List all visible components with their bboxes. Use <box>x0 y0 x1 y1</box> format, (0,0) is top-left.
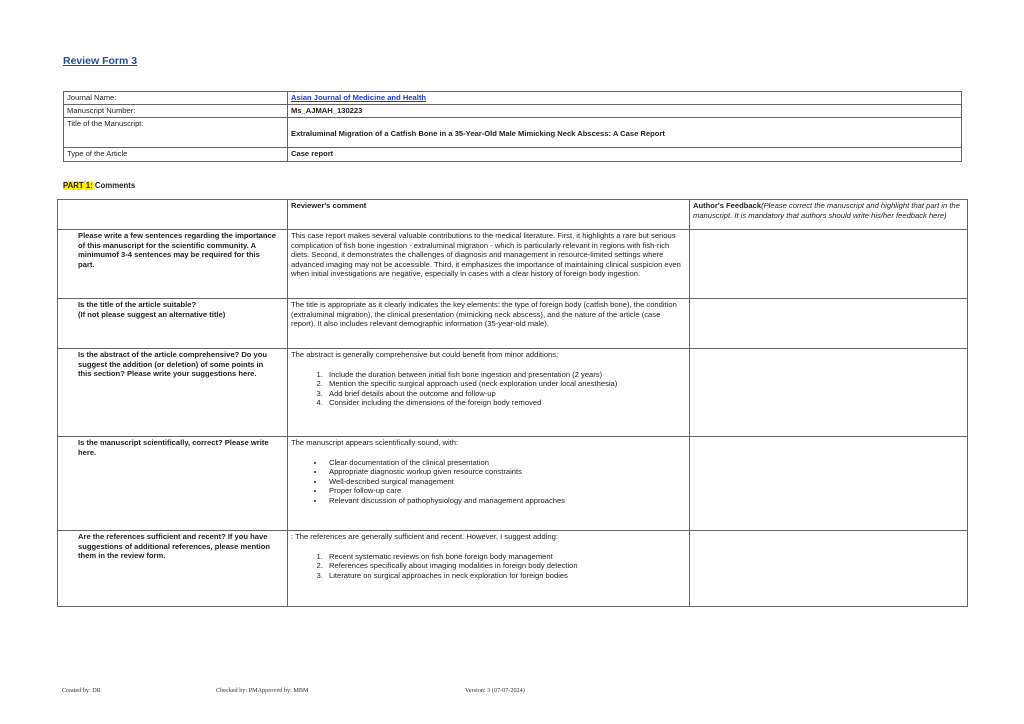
form-title[interactable]: Review Form 3 <box>63 55 138 67</box>
list-item: 1. Include the duration between initial fish bone ingestion and presentation (2 years) <box>325 370 686 380</box>
journal-link[interactable]: Asian Journal of Medicine and Health <box>291 93 427 102</box>
part-label: PART 1: <box>63 181 93 190</box>
title-label: Title of the Manuscript: <box>64 117 288 147</box>
question: Please write a few sentences regarding the importance of this manuscript for the scientific community. A minimumof 3-4 sentences may be required for this part. <box>58 230 288 299</box>
part-heading <box>63 181 135 190</box>
reviewer-comment-header: Reviewer's comment <box>288 200 690 230</box>
list-item: • Clear documentation of the clinical presentation <box>325 458 686 468</box>
question: Is the abstract of the article comprehensive? Do you suggest the addition (or deletion) of some points in this section? Please write your suggestions here. <box>58 349 288 437</box>
reviewer-comment <box>288 531 690 607</box>
list-item: • Well-described surgical management <box>325 477 686 487</box>
comment-intro: : The references are generally sufficient and recent. However, I suggest adding: <box>291 532 558 541</box>
footer-checked: Checked by: PMApproved by: MBM <box>216 687 309 694</box>
reviewer-comment: The title is appropriate as it clearly indicates the key elements: the type of foreign body (catfish bone), the condition (extraluminal migration), the clinical presentation (mimicking neck abscess), and the nature of the article (case report). It also includes relevant demographic information (35-year-old male). <box>288 299 690 349</box>
author-feedback-cell[interactable] <box>690 531 968 607</box>
table-row <box>58 531 968 607</box>
list-item: 3. Literature on surgical approaches in neck exploration for foreign bodies <box>325 571 686 581</box>
author-feedback-cell[interactable] <box>690 349 968 437</box>
number-value: Ms_AJMAH_130223 <box>288 104 962 117</box>
author-feedback-header <box>690 200 968 230</box>
table-row <box>58 349 968 437</box>
author-feedback-cell[interactable] <box>690 437 968 531</box>
author-feedback-cell[interactable] <box>690 230 968 299</box>
comments-table <box>57 199 968 607</box>
question: Are the references sufficient and recent? If you have suggestions of additional references, please mention them in the review form. <box>58 531 288 607</box>
list-item: 4. Consider including the dimensions of the foreign body removed <box>325 398 686 408</box>
list-item: • Relevant discussion of pathophysiology and management approaches <box>325 496 686 506</box>
type-value: Case report <box>288 147 962 161</box>
number-label: Manuscript Number: <box>64 104 288 117</box>
reviewer-comment: This case report makes several valuable contributions to the medical literature. First, it highlights a rare but serious complication of fish bone ingestion - extraluminal migration - which is particularly relevant in regions with fish-rich diets. Second, it demonstrates the challenges of diagnosis and management in resource-limited settings where advanced imaging may not be accessible. Third, it emphasizes the importance of maintaining clinical suspicion even when initial investigations are negative, especially in cases with a clear history of foreign body ingestion. <box>288 230 690 299</box>
footer-created: Created by: DR <box>62 687 101 694</box>
list-item: 2. Mention the specific surgical approach used (neck exploration under local anesthesia) <box>325 379 686 389</box>
reviewer-comment <box>288 349 690 437</box>
part-title: Comments <box>92 181 136 190</box>
list-item: 2. References specifically about imaging modalities in foreign body detection <box>325 561 686 571</box>
comment-intro: The manuscript appears scientifically sound, with: <box>291 438 459 447</box>
table-row <box>58 299 968 349</box>
list-item: • Appropriate diagnostic workup given resource constraints <box>325 467 686 477</box>
list-item: 3. Add brief details about the outcome and follow-up <box>325 389 686 399</box>
manuscript-info-table <box>63 91 962 162</box>
question: Is the manuscript scientifically, correct? Please write here. <box>58 437 288 531</box>
table-row <box>58 230 968 299</box>
author-feedback-label: Author's Feedback <box>693 201 762 210</box>
footer-version: Version: 3 (07-07-2024) <box>465 687 525 694</box>
author-feedback-cell[interactable] <box>690 299 968 349</box>
list-item: 1. Recent systematic reviews on fish bone foreign body management <box>325 552 686 562</box>
table-row <box>58 437 968 531</box>
comment-intro: The abstract is generally comprehensive but could benefit from minor additions: <box>291 350 559 359</box>
journal-label: Journal Name: <box>64 92 288 105</box>
list-item: • Proper follow-up care <box>325 486 686 496</box>
question: Is the title of the article suitable? (If not please suggest an alternative title) <box>58 299 288 349</box>
author-feedback-instructions: (Please correct the manuscript and highlight that part in the manuscript. It is mandatory that authors should write his/her feedback here) <box>693 201 960 220</box>
type-label: Type of the Article <box>64 147 288 161</box>
reviewer-comment <box>288 437 690 531</box>
title-value: Extraluminal Migration of a Catfish Bone in a 35-Year-Old Male Mimicking Neck Abscess: A Case Report <box>288 117 962 147</box>
header-empty <box>58 200 288 230</box>
